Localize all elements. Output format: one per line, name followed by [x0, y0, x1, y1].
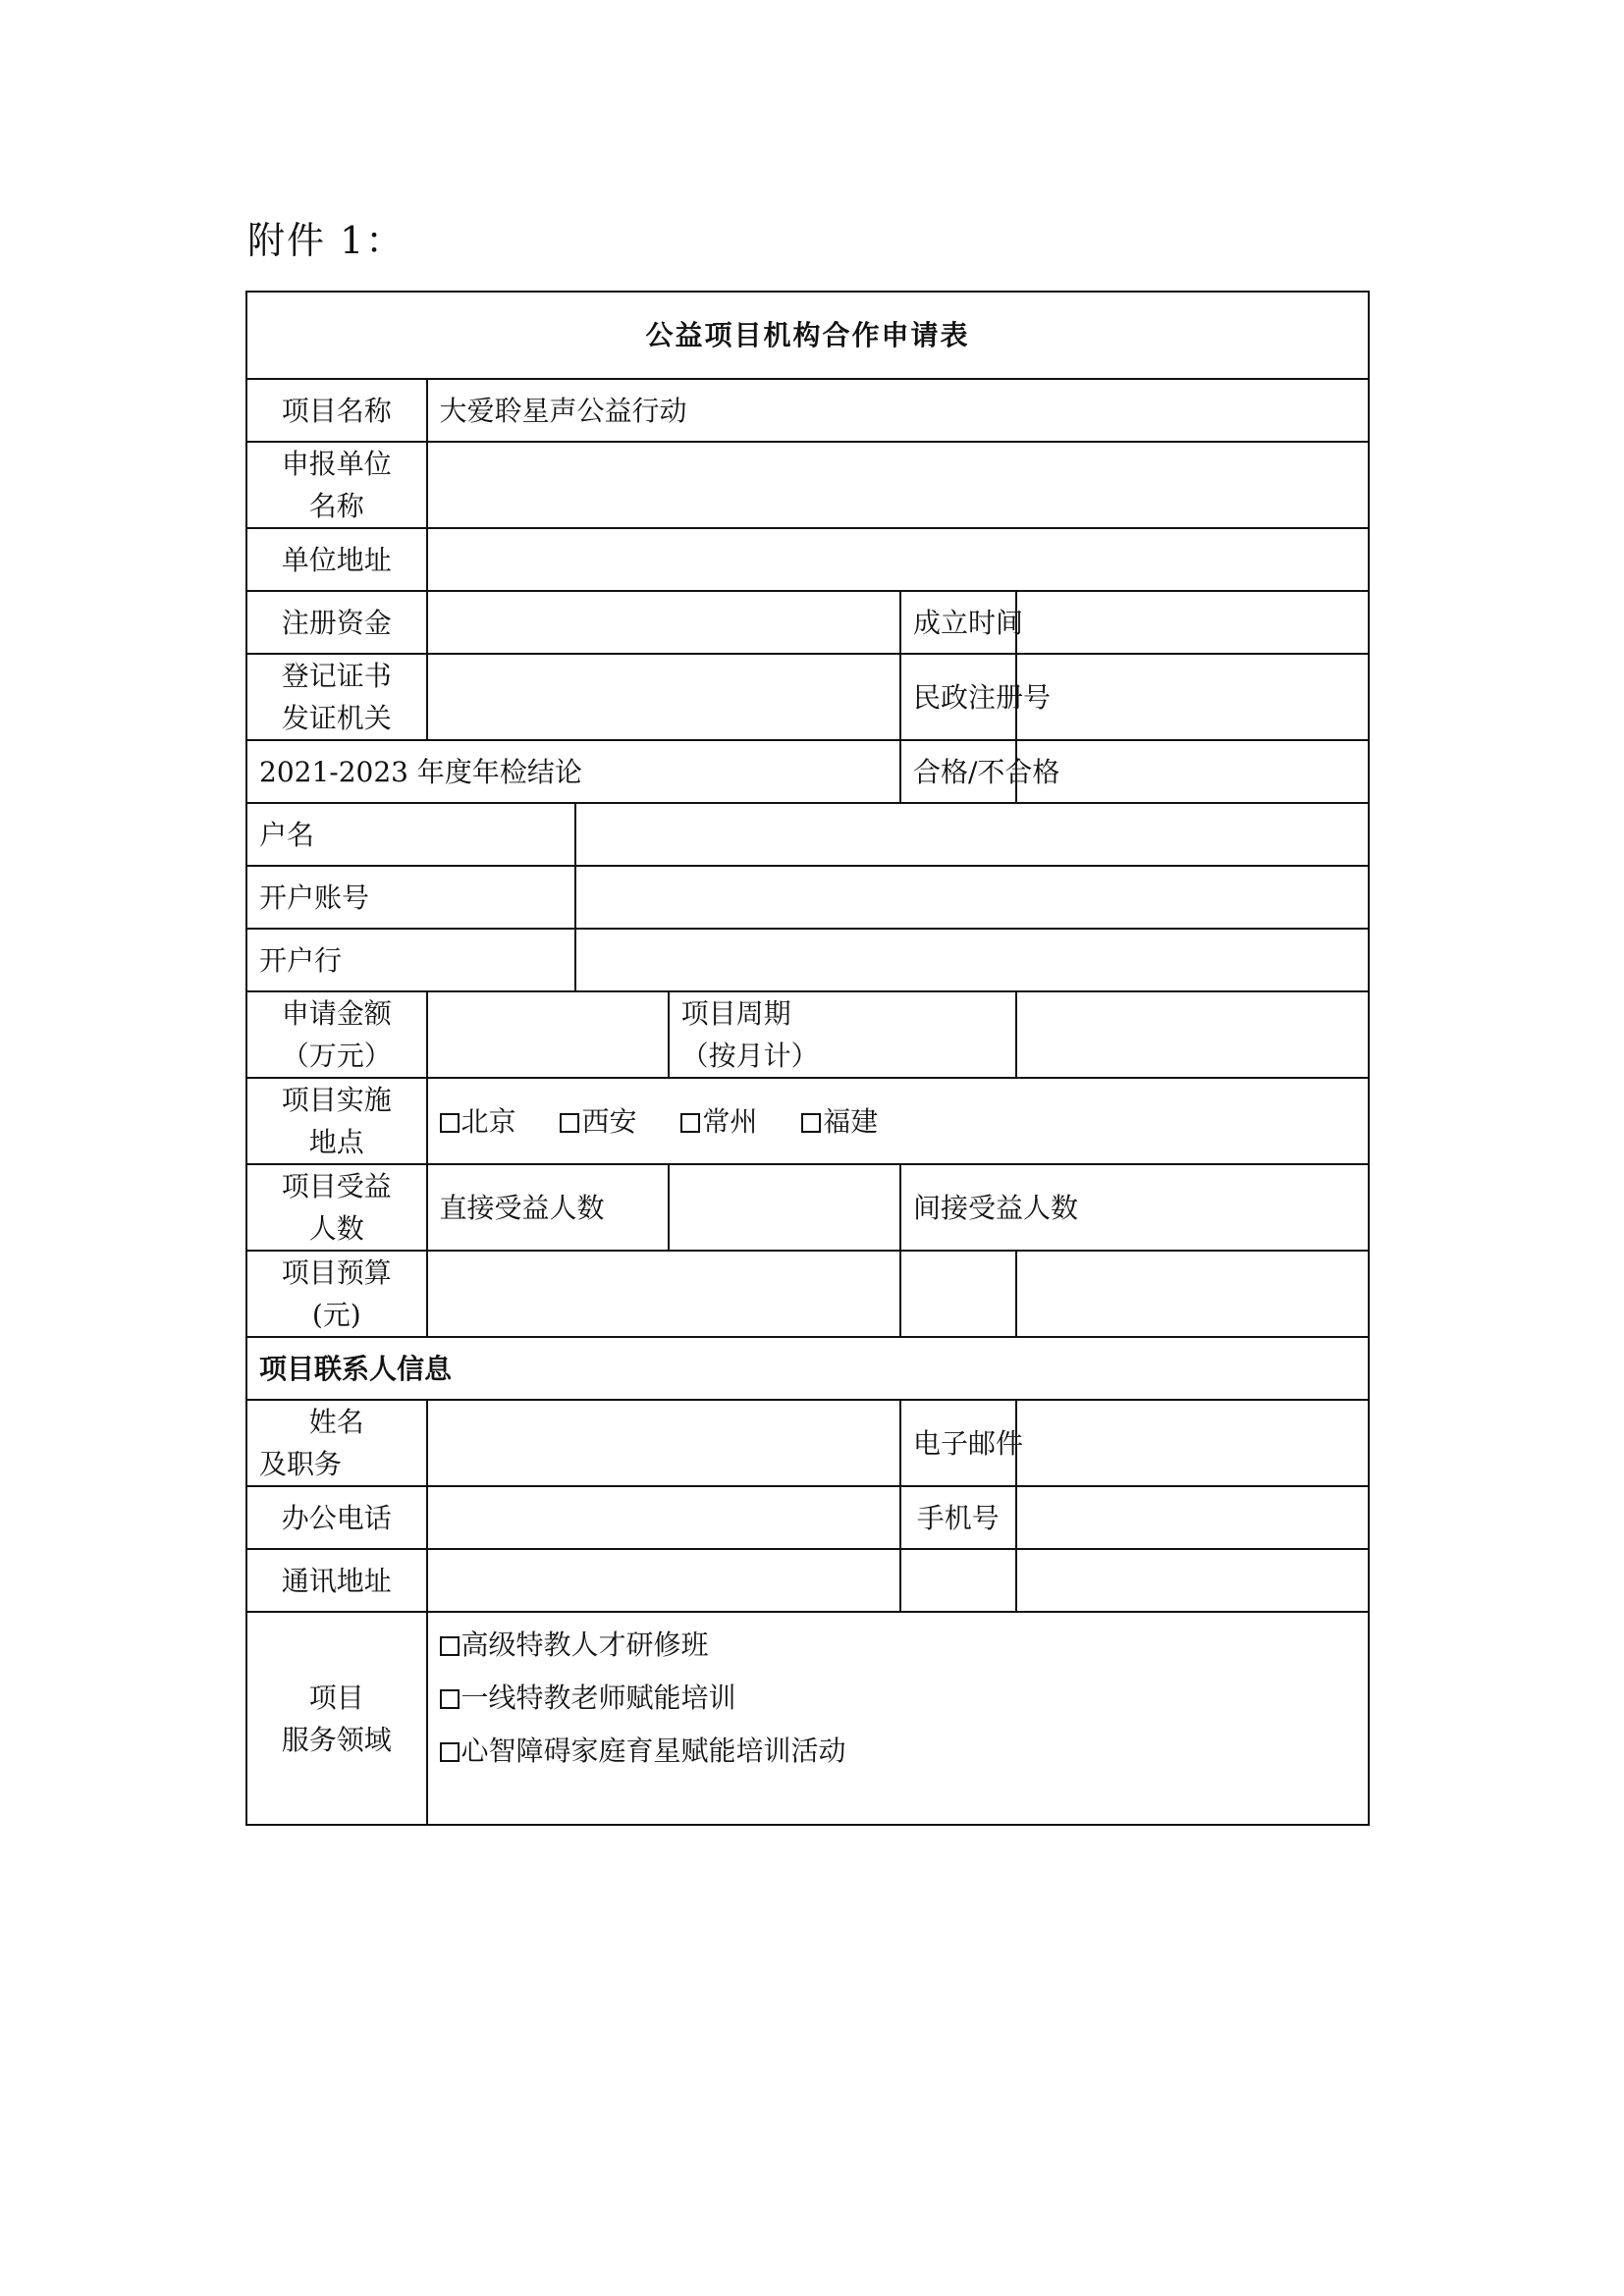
- project-name-label: 项目名称: [246, 379, 427, 442]
- location-label-line2: 地点: [308, 1126, 364, 1158]
- period-field[interactable]: [1016, 991, 1369, 1078]
- civil-reg-label: 民政注册号: [900, 654, 1016, 740]
- address-field[interactable]: [427, 528, 1369, 591]
- account-no-field[interactable]: [575, 866, 1369, 929]
- address-label: 单位地址: [246, 528, 427, 591]
- account-name-label: 户名: [246, 803, 575, 866]
- budget-field[interactable]: [427, 1251, 900, 1337]
- office-phone-field[interactable]: [427, 1486, 900, 1549]
- indirect-beneficiary-label: 间接受益人数: [900, 1164, 1369, 1251]
- location-option-beijing[interactable]: 北京: [440, 1100, 516, 1143]
- beneficiary-label: [246, 1164, 427, 1251]
- inspection-extra-field[interactable]: [1016, 740, 1369, 803]
- bank-label: 开户行: [246, 929, 575, 991]
- amount-field[interactable]: [427, 991, 669, 1078]
- email-label: 电子邮件: [900, 1400, 1016, 1486]
- period-label-line1: 项目周期: [680, 997, 791, 1030]
- contact-name-label: [246, 1400, 427, 1486]
- cert-field[interactable]: [427, 654, 900, 740]
- location-label-line1: 项目实施: [281, 1084, 392, 1116]
- location-option-fujian[interactable]: 福建: [801, 1100, 878, 1143]
- direct-beneficiary-field[interactable]: [669, 1164, 900, 1251]
- budget-label: [246, 1251, 427, 1337]
- budget-field-2[interactable]: [900, 1251, 1016, 1337]
- contact-name-label-line2: 及职务: [259, 1448, 343, 1480]
- applicant-label-line2: 名称: [308, 490, 364, 522]
- beneficiary-label-line1: 项目受益: [281, 1170, 392, 1202]
- account-name-field[interactable]: [575, 803, 1369, 866]
- inspection-value[interactable]: 合格/不合格: [900, 740, 1016, 803]
- applicant-label: [246, 442, 427, 528]
- checkbox-icon[interactable]: [801, 1113, 821, 1133]
- service-label: [246, 1612, 427, 1825]
- location-options: [427, 1078, 1369, 1164]
- office-phone-label: 办公电话: [246, 1486, 427, 1549]
- capital-label: 注册资金: [246, 591, 427, 654]
- inspection-label: 2021-2023 年度年检结论: [246, 740, 900, 803]
- budget-field-3[interactable]: [1016, 1251, 1369, 1337]
- email-field[interactable]: [1016, 1400, 1369, 1486]
- checkbox-icon[interactable]: [560, 1113, 579, 1133]
- civil-reg-field[interactable]: [1016, 654, 1369, 740]
- service-label-line1: 项目: [308, 1681, 364, 1714]
- founded-field[interactable]: [1016, 591, 1369, 654]
- location-label: [246, 1078, 427, 1164]
- mobile-field[interactable]: [1016, 1486, 1369, 1549]
- mobile-label: 手机号: [900, 1486, 1016, 1549]
- checkbox-icon[interactable]: [440, 1689, 460, 1709]
- amount-label-line2: （万元）: [281, 1040, 392, 1072]
- bank-field[interactable]: [575, 929, 1369, 991]
- mail-address-field-3[interactable]: [1016, 1549, 1369, 1612]
- mail-address-field[interactable]: [427, 1549, 900, 1612]
- account-no-label: 开户账号: [246, 866, 575, 929]
- checkbox-icon[interactable]: [680, 1113, 700, 1133]
- contact-name-label-line1: 姓名: [308, 1406, 364, 1438]
- budget-label-line2: (元): [311, 1299, 361, 1331]
- capital-field[interactable]: [427, 591, 900, 654]
- direct-beneficiary-label: 直接受益人数: [427, 1164, 669, 1251]
- cert-label-line1: 登记证书: [281, 660, 392, 692]
- budget-label-line1: 项目预算: [281, 1256, 392, 1289]
- contact-name-field[interactable]: [427, 1400, 900, 1486]
- contact-section-heading: 项目联系人信息: [246, 1337, 1369, 1400]
- cert-label-line2: 发证机关: [281, 702, 392, 734]
- service-option-teacher-training[interactable]: 一线特教老师赋能培训: [440, 1672, 1356, 1725]
- checkbox-icon[interactable]: [440, 1742, 460, 1762]
- application-form: [245, 291, 1370, 1826]
- service-options: [427, 1612, 1369, 1825]
- form-title: 公益项目机构合作申请表: [246, 292, 1369, 379]
- service-option-senior-training[interactable]: 高级特教人才研修班: [440, 1619, 1356, 1672]
- amount-label: [246, 991, 427, 1078]
- beneficiary-label-line2: 人数: [308, 1212, 364, 1245]
- service-label-line2: 服务领域: [281, 1723, 392, 1756]
- project-name-field[interactable]: 大爱聆星声公益行动: [427, 379, 1369, 442]
- location-option-changzhou[interactable]: 常州: [680, 1100, 757, 1143]
- mail-address-label: 通讯地址: [246, 1549, 427, 1612]
- location-option-xian[interactable]: 西安: [560, 1100, 636, 1143]
- period-label-line2: （按月计）: [680, 1040, 819, 1072]
- period-label: [669, 991, 1016, 1078]
- amount-label-line1: 申请金额: [281, 997, 392, 1030]
- service-option-family-training[interactable]: 心智障碍家庭育星赋能培训活动: [440, 1725, 1356, 1778]
- applicant-field[interactable]: [427, 442, 1369, 528]
- cert-label: [246, 654, 427, 740]
- attachment-label: 附件 1：: [247, 219, 406, 262]
- applicant-label-line1: 申报单位: [281, 448, 392, 480]
- founded-label: 成立时间: [900, 591, 1016, 654]
- checkbox-icon[interactable]: [440, 1636, 460, 1656]
- checkbox-icon[interactable]: [440, 1113, 460, 1133]
- mail-address-field-2[interactable]: [900, 1549, 1016, 1612]
